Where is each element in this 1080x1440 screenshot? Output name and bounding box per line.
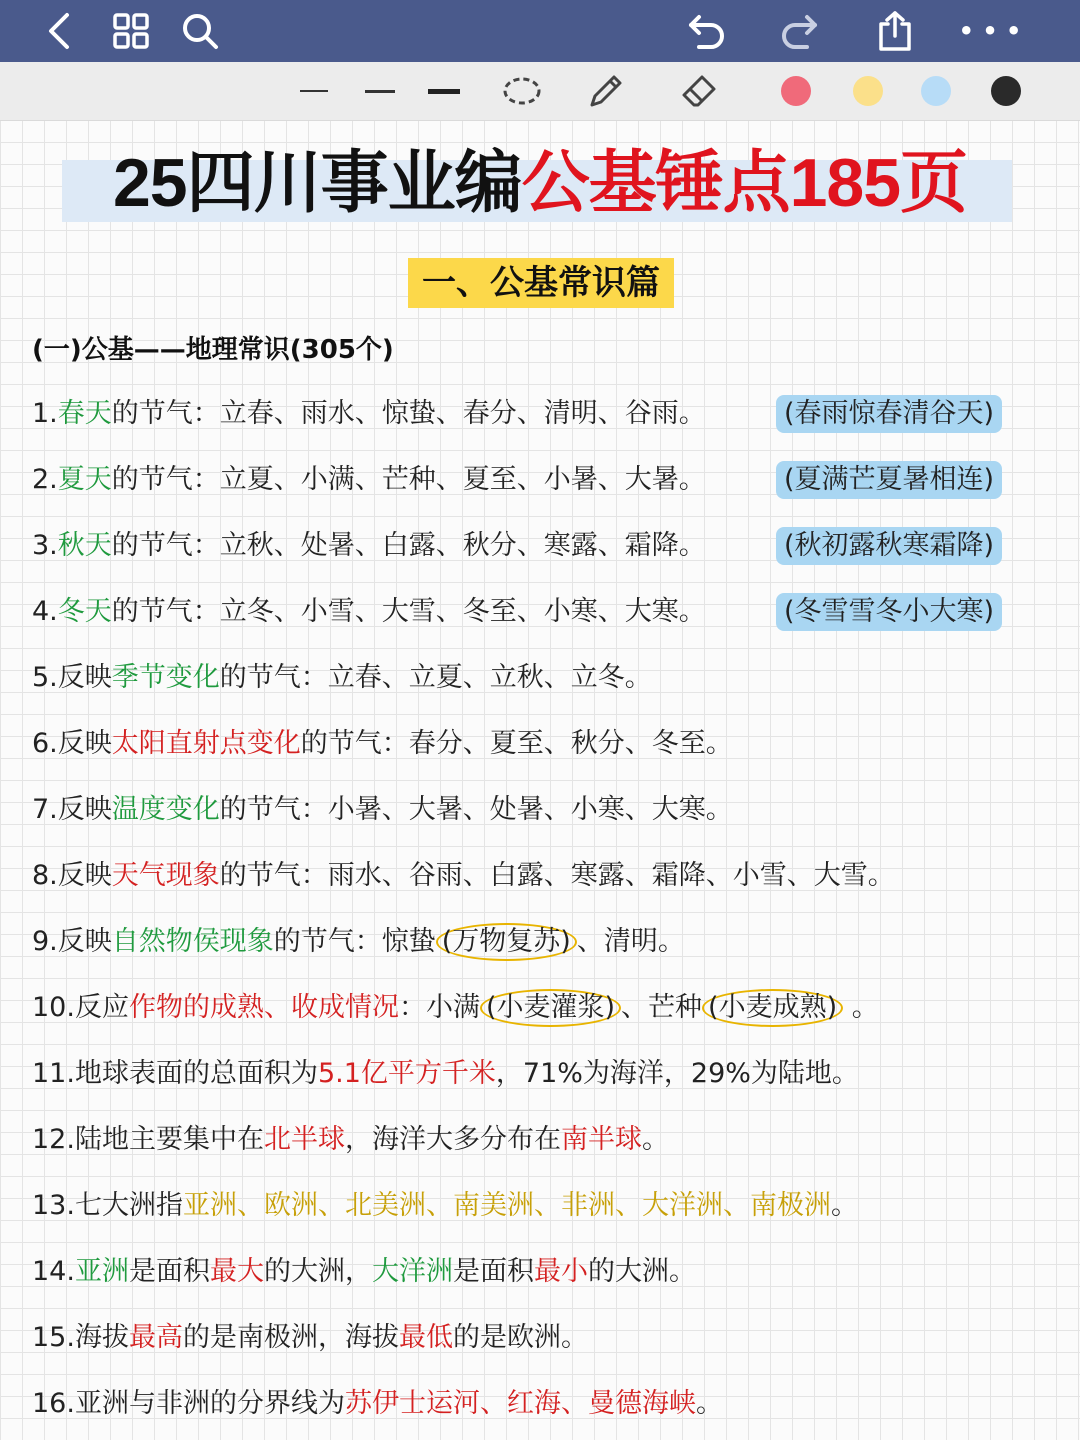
note-line-9: [32, 922, 685, 962]
season-keyword: 春天: [57, 398, 112, 429]
line-text: ，海洋大多分布在: [344, 1124, 561, 1155]
line-text: 、芒种: [621, 992, 703, 1023]
keyword: 自然物侯现象: [111, 926, 274, 957]
note-line-4: [32, 592, 706, 632]
season-keyword: 冬天: [57, 596, 112, 627]
line-text: 的大洲。: [587, 1256, 696, 1287]
chevron-left-icon[interactable]: [36, 0, 80, 62]
line-number: 3.: [32, 530, 58, 561]
keyword: 太阳直射点变化: [111, 728, 301, 759]
line-text: 。: [695, 1388, 723, 1419]
lasso-icon[interactable]: [500, 62, 544, 120]
keyword: 季节变化: [111, 662, 220, 693]
line-lead: 10.反应: [32, 992, 129, 1023]
note-line-10: [32, 988, 879, 1028]
note-line-14: [32, 1252, 696, 1292]
line-text: 的节气：春分、夏至、秋分、冬至。: [300, 728, 733, 759]
line-number: 2.: [32, 464, 58, 495]
line-text: 。: [830, 1190, 858, 1221]
circled-note: (万物复苏): [436, 923, 577, 961]
keyword: 最低: [398, 1322, 453, 1353]
keyword: 天气现象: [111, 860, 220, 891]
season-keyword: 夏天: [57, 464, 112, 495]
keyword: 最高: [128, 1322, 183, 1353]
line-text: 是面积: [452, 1256, 534, 1287]
undo-icon[interactable]: [684, 0, 730, 62]
note-line-5: [32, 658, 652, 698]
note-line-11: [32, 1054, 859, 1094]
color-swatch-yellow[interactable]: [848, 62, 888, 120]
keyword: 大洋洲: [371, 1256, 453, 1287]
section-heading: 一、公基常识篇: [408, 258, 674, 308]
line-lead: 6.反映: [32, 728, 112, 759]
note-line-12: [32, 1120, 669, 1160]
note-line-15: [32, 1318, 588, 1358]
note-line-1: [32, 394, 706, 434]
note-line-2: [32, 460, 706, 500]
line-lead: 15.海拔: [32, 1322, 129, 1353]
note-line-16: [32, 1384, 723, 1424]
keyword: 温度变化: [111, 794, 220, 825]
line-lead: 11.地球表面的总面积为: [32, 1058, 318, 1089]
season-keyword: 秋天: [57, 530, 112, 561]
line-lead: 13.七大洲指: [32, 1190, 183, 1221]
page-title: [0, 138, 1080, 228]
line-lead: 8.反映: [32, 860, 112, 891]
keyword: 亚洲、欧洲、北美洲、南美洲、非洲、大洋洲、南极洲: [182, 1190, 831, 1221]
app-top-bar: [0, 0, 1080, 62]
color-swatch-black[interactable]: [986, 62, 1026, 120]
mnemonic-tag: (春雨惊春清谷天): [776, 395, 1002, 433]
line-text: 的节气：雨水、谷雨、白露、寒露、霜降、小雪、大雪。: [219, 860, 895, 891]
line-number: 1.: [32, 398, 58, 429]
line-text: 。: [641, 1124, 669, 1155]
line-text: 的是欧洲。: [452, 1322, 588, 1353]
mnemonic-tag: (夏满芒夏暑相连): [776, 461, 1002, 499]
swatch-dot: [781, 76, 811, 106]
keyword: 最小: [533, 1256, 588, 1287]
line-number: 4.: [32, 596, 58, 627]
line-lead: 5.反映: [32, 662, 112, 693]
circled-note: (小麦成熟): [702, 989, 843, 1027]
medium-stroke-icon[interactable]: [362, 62, 398, 120]
line-text: 的节气：小暑、大暑、处暑、小寒、大寒。: [219, 794, 733, 825]
line-text: 、清明。: [576, 926, 685, 957]
redo-icon[interactable]: [776, 0, 822, 62]
swatch-dot: [853, 76, 883, 106]
keyword: 作物的成熟、收成情况: [128, 992, 399, 1023]
line-text: 的节气：立秋、处暑、白露、秋分、寒露、霜降。: [111, 530, 706, 561]
line-text: 的节气：立春、雨水、惊蛰、春分、清明、谷雨。: [111, 398, 706, 429]
note-line-8: [32, 856, 895, 896]
line-lead: 9.反映: [32, 926, 112, 957]
keyword: 苏伊士运河、红海、曼德海峡: [344, 1388, 696, 1419]
thick-stroke-icon[interactable]: [426, 62, 462, 120]
thin-stroke-icon[interactable]: [296, 62, 332, 120]
subsection-heading: (一)公基——地理常识(305个): [32, 335, 394, 365]
circled-note: (小麦灌浆): [480, 989, 621, 1027]
line-text: ，71%为海洋，29%为陆地。: [495, 1058, 859, 1089]
line-lead: 7.反映: [32, 794, 112, 825]
drawing-toolbar: [0, 62, 1080, 121]
keyword: 北半球: [263, 1124, 345, 1155]
line-text: 的节气：立冬、小雪、大雪、冬至、小寒、大寒。: [111, 596, 706, 627]
line-lead: 12.陆地主要集中在: [32, 1124, 264, 1155]
keyword: 5.1亿平方千米: [317, 1058, 496, 1089]
keyword: 最大: [209, 1256, 264, 1287]
line-text: 。: [843, 992, 879, 1023]
line-number: 14.: [32, 1256, 75, 1287]
line-text: 的节气：惊蛰: [273, 926, 436, 957]
line-lead: 16.亚洲与非洲的分界线为: [32, 1388, 345, 1419]
keyword: 亚洲: [74, 1256, 129, 1287]
swatch-dot: [921, 76, 951, 106]
color-swatch-pink[interactable]: [776, 62, 816, 120]
note-line-6: [32, 724, 733, 764]
title-red-part: 公基锤点185页: [521, 145, 968, 221]
note-line-7: [32, 790, 733, 830]
line-text: ：小满: [398, 992, 480, 1023]
color-swatch-blue[interactable]: [916, 62, 956, 120]
more-dots-icon[interactable]: • • •: [958, 17, 1022, 45]
eraser-icon[interactable]: [678, 62, 722, 120]
title-black-part: 25四川事业编: [112, 145, 522, 221]
mnemonic-tag: (秋初露秋寒霜降): [776, 527, 1002, 565]
line-text: 的大洲，: [263, 1256, 372, 1287]
line-text: 的节气：立春、立夏、立秋、立冬。: [219, 662, 652, 693]
mnemonic-tag: (冬雪雪冬小大寒): [776, 593, 1002, 631]
pen-icon[interactable]: [584, 62, 628, 120]
note-line-3: [32, 526, 706, 566]
swatch-dot: [991, 76, 1021, 106]
grid-icon[interactable]: [108, 0, 154, 62]
search-icon[interactable]: [178, 0, 222, 62]
share-icon[interactable]: [872, 0, 918, 62]
line-text: 的是南极洲，海拔: [182, 1322, 399, 1353]
note-line-13: [32, 1186, 858, 1226]
line-text: 是面积: [128, 1256, 210, 1287]
keyword: 南半球: [560, 1124, 642, 1155]
line-text: 的节气：立夏、小满、芒种、夏至、小暑、大暑。: [111, 464, 706, 495]
